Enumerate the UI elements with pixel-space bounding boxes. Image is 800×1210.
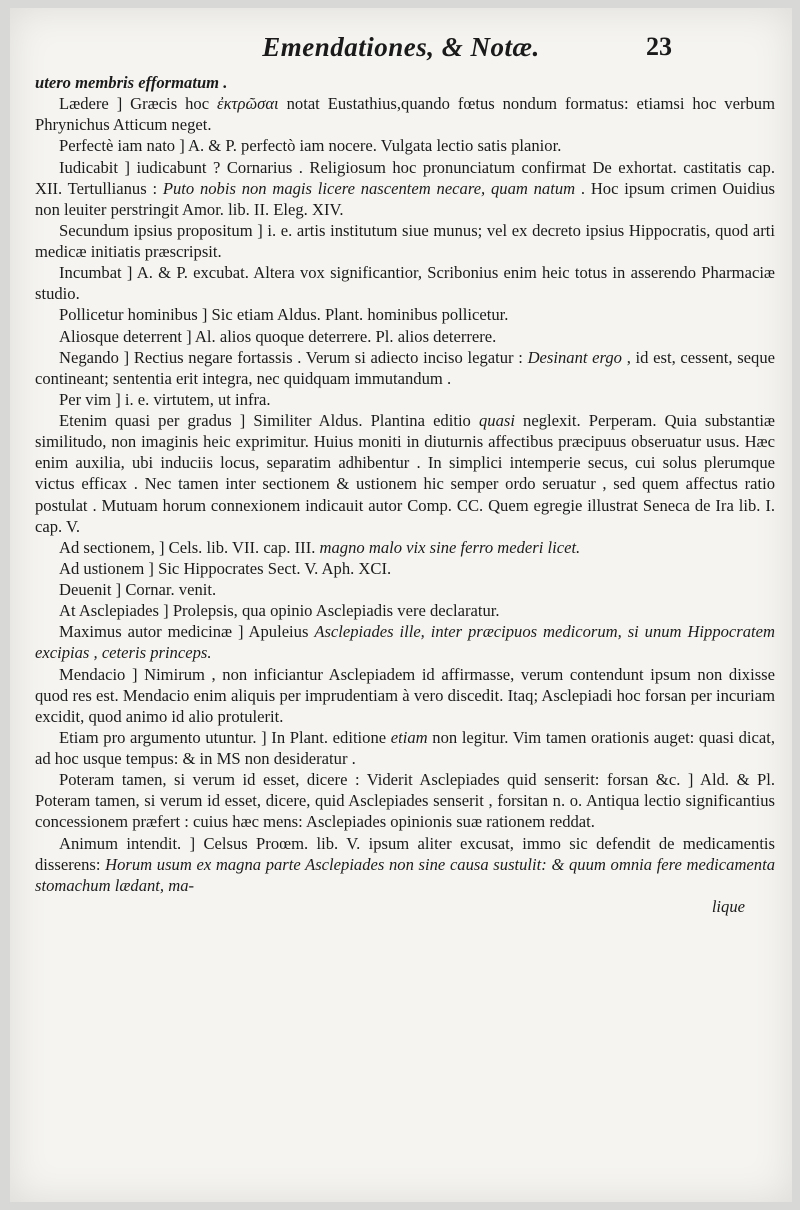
text-run: Ad sectionem, ] Cels. lib. VII. cap. III. — [59, 537, 320, 557]
text-run: , id est, cessent, seque contineant; sententia erit integra, nec quidquam immutandum . — [35, 347, 775, 388]
running-head: Emendationes, & Notæ. — [262, 32, 540, 62]
text-run: non legitur. Vim tamen orationis auget: quasi dicat, ad hoc usque tempus: & in MS non desideratur . — [35, 727, 775, 768]
text-run: Perfectè iam nato ] A. & P. perfectò iam nocere. Vulgata lectio satis planior. — [59, 136, 562, 156]
note-paragraph — [35, 558, 775, 579]
book-page — [10, 8, 792, 1202]
note-paragraph — [35, 157, 775, 220]
note-paragraph — [35, 220, 775, 262]
note-paragraph — [35, 621, 775, 663]
text-run: Per vim ] i. e. virtutem, ut infra. — [59, 389, 271, 409]
text-run: Animum intendit. ] Celsus Proœm. lib. V. ipsum aliter excusat, immo sic defendit de medicamentis disserens: — [35, 833, 775, 874]
text-run: Maximus autor medicinæ ] Apuleius — [59, 622, 315, 642]
italic-text: utero membris efformatum . — [35, 73, 228, 92]
text-run: Etenim quasi per gradus ] Similiter Aldus. Plantina editio — [59, 411, 479, 430]
note-paragraph — [35, 833, 775, 896]
note-paragraph — [35, 600, 775, 621]
text-run: Ad ustionem ] Sic Hippocrates Sect. V. Aph. XCI. — [59, 558, 392, 578]
text-run: neglexit. Perperam. Quia substantiæ similitudo, non imaginis heic exprimitur. Huius moniti in diuturnis affectibus præcipuus obseruatur usus. Hæc enim auxilia, ubi induciis locus, separatim adhibentur . In simplici intemperie secus, cui solus plerumque victus efficax . Nec tamen inter sectionem & ustionem hic semper ordo seruatur , sed quem affectus ratio postulat . Mutuam horum connexionem indicauit autor Comp. CC. Quem egregie illustrat Seneca de Ira lib. I. cap. V. — [35, 411, 776, 536]
note-paragraph — [35, 326, 775, 347]
italic-text: Horum usum ex magna parte Asclepiades non sine causa sustulit: & quum omnia fere medicamenta stomachum lædant, ma- — [35, 854, 776, 895]
note-paragraph — [35, 72, 775, 93]
italic-text: Asclepiades ille, inter præcipuos medicorum, si unum Hippocratem excipias , ceteris princeps. — [35, 622, 776, 663]
text-run: At Asclepiades ] Prolepsis, qua opinio Asclepiadis vere declaratur. — [59, 601, 500, 621]
note-paragraph — [35, 347, 775, 389]
note-paragraph — [35, 262, 775, 304]
note-paragraph — [35, 304, 775, 325]
note-paragraph — [35, 579, 775, 600]
page-number: 23 — [646, 32, 672, 61]
text-run: Etiam pro argumento utuntur. ] In Plant. editione — [59, 727, 391, 747]
text-run: Aliosque deterrent ] Al. alios quoque deterrere. Pl. alios deterrere. — [59, 326, 497, 346]
italic-text: Puto nobis non magis licere nascentem necare, quam natum — [162, 178, 576, 198]
note-paragraph — [35, 769, 775, 832]
italic-text: Desinant ergo — [527, 347, 622, 367]
text-run: Lædere ] Græcis hoc — [59, 94, 218, 114]
note-paragraph — [35, 135, 775, 156]
catchword: lique — [711, 896, 745, 916]
note-paragraph — [35, 664, 775, 727]
note-paragraph — [35, 537, 775, 558]
text-run: Poteram tamen, si verum id esset, dicere : Viderit Asclepiades quid senserit: forsan &c. ] Ald. & Pl. Poteram tamen, si verum id esset, dicere, quid Asclepiades senserit , forsitan n. o. Antiqua lectio significantius concessionem præfert : cuius hæc mens: Asclepiades opinionis suæ rationem reddat. — [35, 770, 775, 832]
text-run: Pollicetur hominibus ] Sic etiam Aldus. Plant. hominibus pollicetur. — [59, 305, 509, 325]
text-run: Iudicabit ] iudicabunt ? Cornarius . Religiosum hoc pronunciatum confirmat De exhortat. castitatis cap. XII. Tertullianus : — [35, 157, 775, 198]
italic-text: ἐκτρῶσαι — [217, 94, 279, 114]
italic-text: etiam — [390, 727, 428, 747]
text-run: Secundum ipsius propositum ] i. e. artis institutum siue munus; vel ex decreto ipsius Hippocratis, quod arti medicæ initiatis præscripsit. — [35, 220, 775, 261]
italic-text: quasi — [478, 411, 515, 430]
text-run: Mendacio ] Nimirum , non inficiantur Asclepiadem id affirmasse, verum contendunt ipsum non dixisse quod res est. Mendacio enim aliquis per imprudentiam à vero discedit. Itaq; Asclepiadi hoc forsan per incuriam excidit, quod animo id alio protulerit. — [35, 664, 775, 726]
note-paragraph — [35, 410, 775, 537]
note-paragraph — [35, 389, 775, 410]
note-paragraph — [35, 93, 775, 135]
text-run: notat Eustathius,quando fœtus nondum formatus: etiamsi hoc verbum Phrynichus Atticum neget. — [35, 94, 775, 135]
italic-text: magno malo vix sine ferro mederi licet. — [319, 537, 581, 557]
text-run: Incumbat ] A. & P. excubat. Altera vox significantior, Scribonius enim heic totus in asserendo Pharmaciæ studio. — [35, 263, 775, 304]
note-paragraph — [35, 727, 775, 769]
text-run: . Hoc ipsum crimen Ouidius non leuiter perstringit Amor. lib. II. Eleg. XIV. — [35, 178, 775, 219]
text-run: Negando ] Rectius negare fortassis . Verum si adiecto inciso legatur : — [59, 347, 528, 367]
body-text — [35, 72, 775, 917]
page-header — [10, 28, 792, 68]
text-run: Deuenit ] Cornar. venit. — [59, 580, 217, 599]
